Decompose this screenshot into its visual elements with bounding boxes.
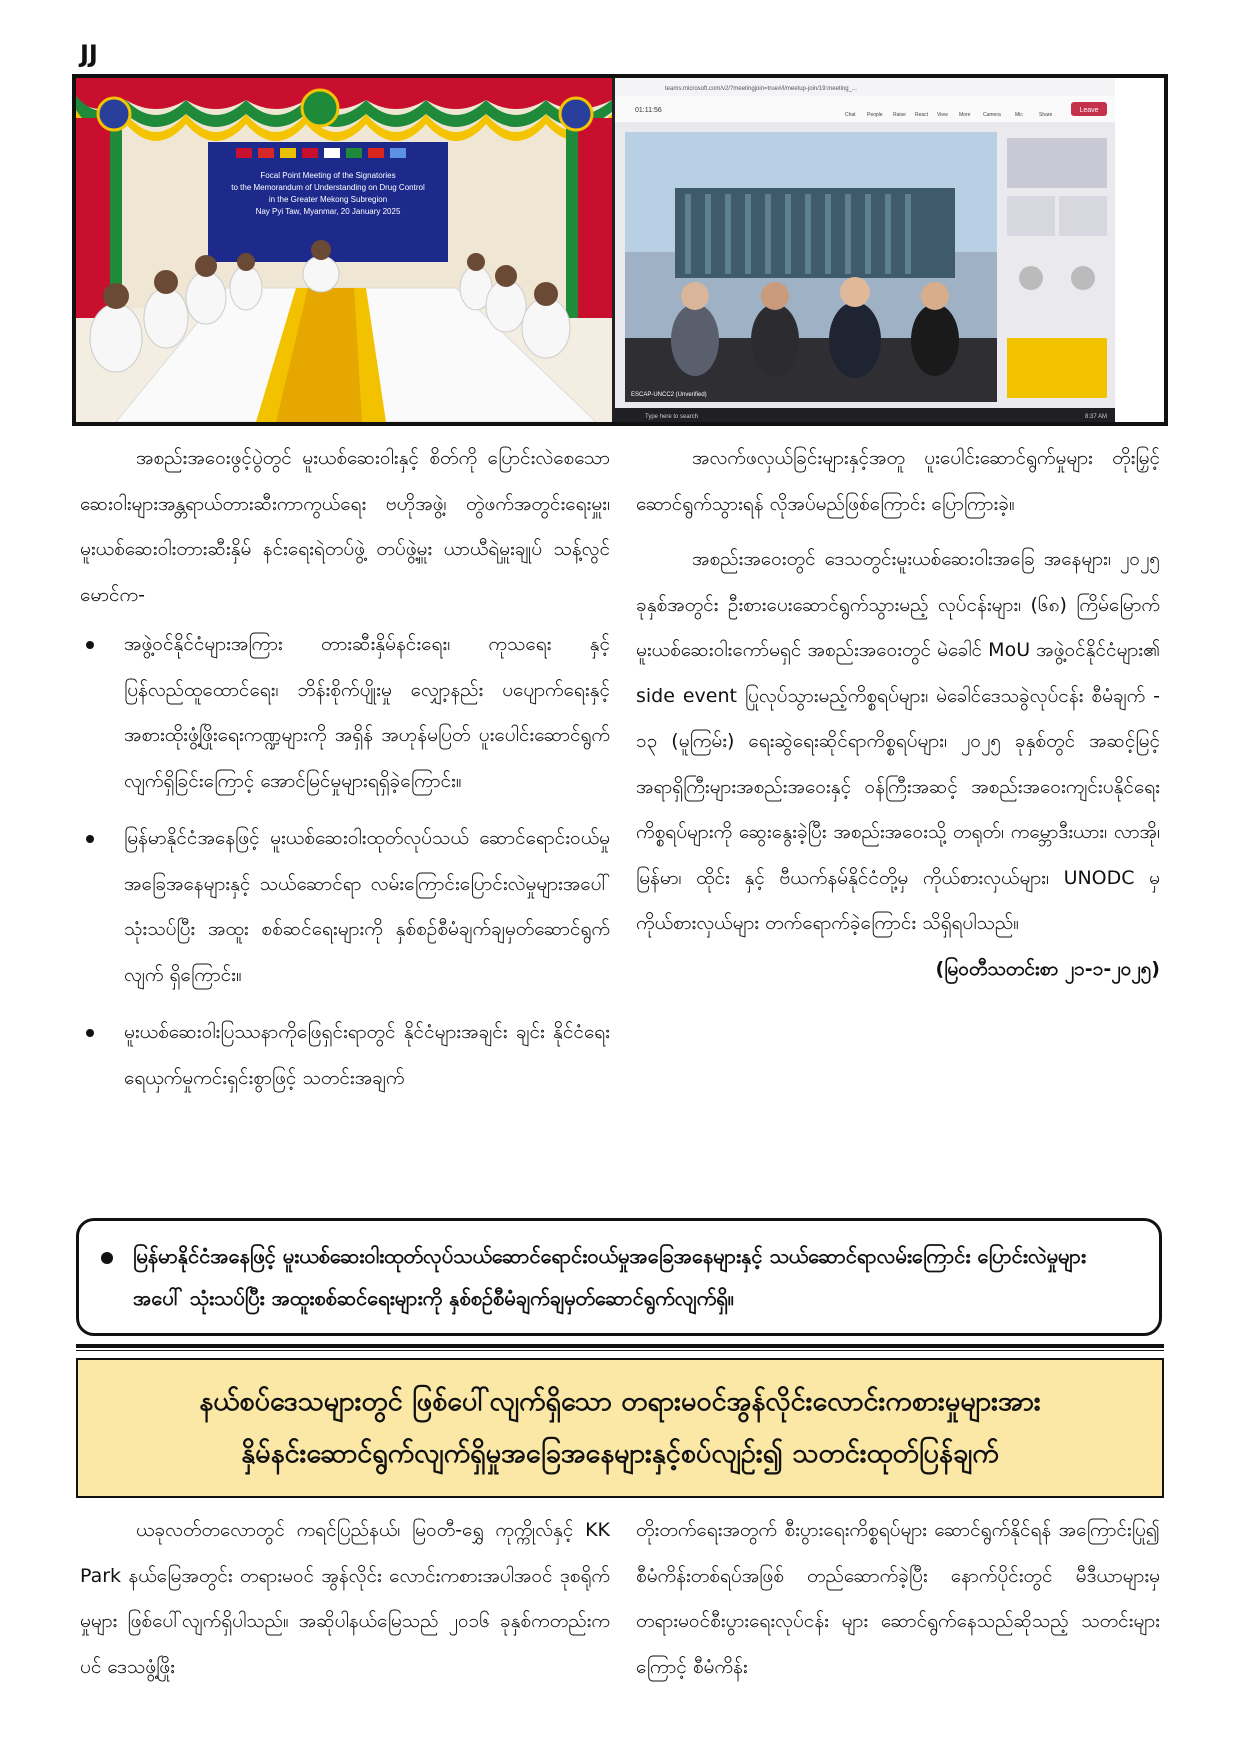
meeting-room-illustration xyxy=(76,78,612,422)
article2-left-text: ယခုလတ်တလောတွင် ကရင်ပြည်နယ်၊ မြဝတီ-ရွှေ ကုက္ကိုလ်နှင့် KK Park နယ်မြေအတွင်း တရားမဝင် အွန်လိုင်း လောင်းကစားအပါအဝင် ဒုစရိုက်မှုများ ဖြစ်ပေါ်လျက်ရှိပါသည်။ အဆိုပါနယ်မြေသည် ၂၀၁၆ ခုနှစ်ကတည်းကပင် ဒေသဖွံ့ဖြိုး xyxy=(80,1519,610,1678)
toolbar-raise: Raise xyxy=(893,112,906,118)
banner-line-2: to the Memorandum of Understanding on Drug Control xyxy=(231,183,425,192)
meeting-room-photo xyxy=(76,78,612,422)
divider-thin xyxy=(76,1350,1164,1351)
toolbar-share: Share xyxy=(1039,112,1053,118)
article1-bullet-list xyxy=(80,622,610,1101)
leave-button-label: Leave xyxy=(1079,107,1099,114)
toolbar-chat: Chat xyxy=(845,112,856,118)
article1-paragraph: အစည်းအဝေးတွင် ဒေသတွင်းမူးယစ်ဆေးဝါးအခြေ အနေများ၊ ၂၀၂၅ ခုနှစ်အတွင်း ဦးစားပေးဆောင်ရွက်သွားမည့် လုပ်ငန်းများ၊ (၆၈) ကြိမ်မြောက် မူးယစ်ဆေးဝါးကော်မရှင် အစည်းအဝေးတွင် မဲခေါင် MoU အဖွဲ့ဝင်နိုင်ငံများ၏ side event ပြုလုပ်သွားမည့်ကိစ္စရပ်များ၊ မဲခေါင်ဒေသခွဲလုပ်ငန်း စီမံချက် - ၁၃ (မူကြမ်း) ရေးဆွဲရေးဆိုင်ရာကိစ္စရပ်များ၊ ၂၀၂၅ ခုနှစ်တွင် အဆင့်မြင့်အရာရှိကြီးများအစည်းအဝေးနှင့် ဝန်ကြီးအဆင့် အစည်းအဝေးကျင်းပနိုင်ရေးကိစ္စရပ်များကို ဆွေးနွေးခဲ့ပြီး အစည်းအဝေးသို့ တရုတ်၊ ကမ္ဘောဒီးယား၊ လာအို၊ မြန်မာ၊ ထိုင်း နှင့် ဗီယက်နမ်နိုင်ငံတို့မှ ကိုယ်စားလှယ်များ၊ UNODC မှ ကိုယ်စားလှယ်များ တက်ရောက်ခဲ့ကြောင်း သိရှိရပါသည်။ xyxy=(636,548,1160,934)
taskbar-clock: 8:37 AM xyxy=(1085,414,1108,420)
meeting-timer: 01:11:56 xyxy=(635,107,662,114)
taskbar-search: Type here to search xyxy=(645,414,699,420)
banner-line-3: in the Greater Mekong Subregion xyxy=(268,195,388,204)
bullet-dot-icon xyxy=(101,1252,113,1264)
photo-strip xyxy=(72,74,1168,426)
highlight-text: မြန်မာနိုင်ငံအနေဖြင့် မူးယစ်ဆေးဝါးထုတ်လုပ်သယ်ဆောင်ရောင်းဝယ်မှုအခြေအနေများနှင့် သယ်ဆောင်ရာလမ်းကြောင်း ပြောင်းလဲမှုများအပေါ် သုံးသပ်ပြီး အထူးစစ်ဆင်ရေးများကို နှစ်စဉ်စီမံချက်ချမှတ်ဆောင်ရွက်လျက်ရှိ။ xyxy=(133,1244,1086,1310)
article1-continuation: အလက်ဖလှယ်ခြင်းများနှင့်အတူ ပူးပေါင်းဆောင်ရွက်မှုများ တိုးမြှင့်ဆောင်ရွက်သွားရန် လိုအပ်မည်ဖြစ်ကြောင်း ပြောကြားခဲ့။ xyxy=(636,447,1160,515)
toolbar-camera: Camera xyxy=(983,112,1001,118)
article2-right-column xyxy=(636,1508,1160,1690)
highlight-box xyxy=(76,1218,1162,1336)
video-conference-screen xyxy=(612,78,1164,422)
teams-screen-illustration xyxy=(615,78,1115,422)
video-tile-label: ESCAP-UNCC2 (Unverified) xyxy=(631,392,707,398)
article1-bullet: မြန်မာနိုင်ငံအနေဖြင့် မူးယစ်ဆေးဝါးထုတ်လုပ်သယ် ဆောင်ရောင်းဝယ်မှုအခြေအနေများနှင့် သယ်ဆောင်ရာ လမ်းကြောင်းပြောင်းလဲမှုများအပေါ်သုံးသပ်ပြီး အထူး စစ်ဆင်ရေးများကို နှစ်စဉ်စီမံချက်ချမှတ်ဆောင်ရွက်လျက် ရှိကြောင်း။ xyxy=(124,816,610,998)
article1-source: (မြဝတီသတင်းစာ ၂၁-၁-၂၀၂၅) xyxy=(935,957,1160,980)
article1-left-column xyxy=(80,436,610,1113)
article1-right-column xyxy=(636,436,1160,992)
article1-intro: အစည်းအဝေးဖွင့်ပွဲတွင် မူးယစ်ဆေးဝါးနှင့် စိတ်ကို ပြောင်းလဲစေသော ဆေးဝါးများအန္တရာယ်တားဆီးကာကွယ်ရေး ဗဟိုအဖွဲ့၊ တွဲဖက်အတွင်းရေးမှူး၊ မူးယစ်ဆေးဝါးတားဆီးနှိမ် နင်းရေးရဲတပ်ဖွဲ့ တပ်ဖွဲ့မှူး ယာယီရဲမှူးချုပ် သန့်လွင်မောင်က- xyxy=(80,447,610,606)
banner-line-1: Focal Point Meeting of the Signatories xyxy=(260,171,396,180)
article2-headline xyxy=(76,1358,1164,1498)
headline-line-1: နယ်စပ်ဒေသများတွင် ဖြစ်ပေါ်လျက်ရှိသော တရားမဝင်အွန်လိုင်းလောင်းကစားမှုများအား xyxy=(199,1386,1041,1417)
toolbar-react: React xyxy=(915,112,929,118)
browser-url: teams.microsoft.com/v2/?meetingjoin=true#/l/meetup-join/19:meeting_... xyxy=(665,86,857,92)
article1-bullet: အဖွဲ့ဝင်နိုင်ငံများအကြား တားဆီးနှိမ်နင်းရေး၊ ကုသရေး နှင့် ပြန်လည်ထူထောင်ရေး၊ ဘိန်းစိုက်ပျိုးမှု လျှော့နည်း ပပျောက်ရေးနှင့် အစားထိုးဖွံ့ဖြိုးရေးကဏ္ဍများကို အရှိန် အဟုန်မပြတ် ပူးပေါင်းဆောင်ရွက်လျက်ရှိခြင်းကြောင့် အောင်မြင်မှုများရရှိခဲ့ကြောင်း။ xyxy=(124,622,610,804)
toolbar-view: View xyxy=(937,112,948,118)
toolbar-mic: Mic xyxy=(1015,112,1023,118)
toolbar-more: More xyxy=(959,112,971,118)
article2-left-column xyxy=(80,1508,610,1690)
divider-thick xyxy=(76,1344,1164,1348)
headline-line-2: နှိမ်နင်းဆောင်ရွက်လျက်ရှိမှုအခြေအနေများနှင့်စပ်လျဉ်း၍ သတင်းထုတ်ပြန်ချက် xyxy=(241,1438,999,1469)
article1-bullet: မူးယစ်ဆေးဝါးပြဿနာကိုဖြေရှင်းရာတွင် နိုင်ငံများအချင်း ချင်း နိုင်ငံရေးရေယှက်မှုကင်းရှင်းစွာဖြင့် သတင်းအချက် xyxy=(124,1010,610,1101)
banner-line-4: Nay Pyi Taw, Myanmar, 20 January 2025 xyxy=(255,207,401,216)
toolbar-people: People xyxy=(867,112,883,118)
article2-right-text: တိုးတက်ရေးအတွက် စီးပွားရေးကိစ္စရပ်များ ဆောင်ရွက်နိုင်ရန် အကြောင်းပြု၍ စီမံကိန်းတစ်ရပ်အဖြစ် တည်ဆောက်ခဲ့ပြီး နောက်ပိုင်းတွင် မီဒီယာများမှ တရားမဝင်စီးပွားရေးလုပ်ငန်း များ ဆောင်ရွက်နေသည်ဆိုသည့် သတင်းများကြောင့် စီမံကိန်း xyxy=(636,1519,1160,1678)
page-number: JJ xyxy=(80,40,98,68)
